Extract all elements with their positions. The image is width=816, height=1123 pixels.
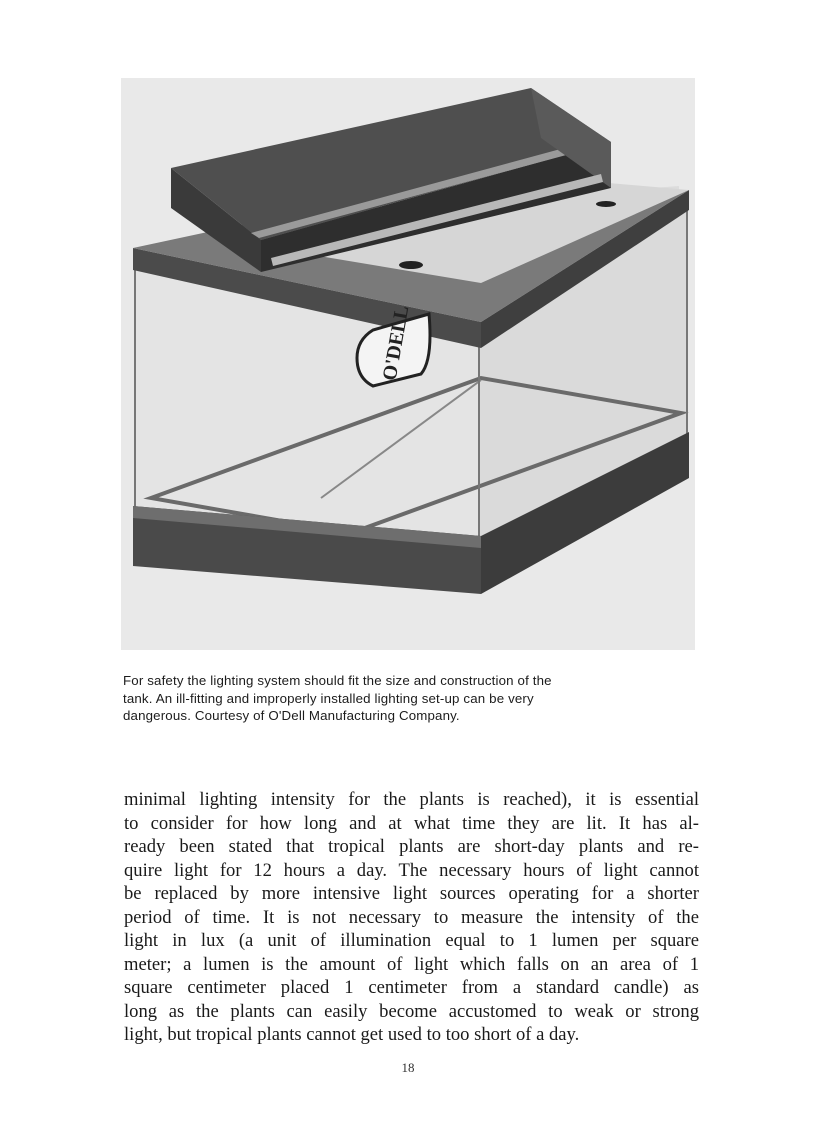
body-line: meter; a lumen is the amount of light which falls on an area of 1 <box>124 953 699 975</box>
body-line: square centimeter placed 1 centimeter from a standard candle) as <box>124 977 699 998</box>
aquarium-photo <box>121 78 695 650</box>
body-line: ready been stated that tropical plants are short-day plants and re- <box>124 836 699 857</box>
hood-clip-right <box>596 201 616 207</box>
aquarium-illustration <box>121 78 695 650</box>
body-line: to consider for how long and at what time they are lit. It has al- <box>124 812 699 834</box>
hood-clip-left <box>399 261 423 269</box>
body-line: light, but tropical plants cannot get used to too short of a day. <box>124 1024 580 1045</box>
body-line: quire light for 12 hours a day. The necessary hours of light cannot <box>124 859 699 881</box>
caption-line: For safety the lighting system should fit the size and construction of the <box>123 673 552 688</box>
figure-caption <box>123 672 703 725</box>
caption-line: dangerous. Courtesy of O'Dell Manufacturing Company. <box>123 708 460 723</box>
body-line: light in lux (a unit of illumination equal to 1 lumen per square <box>124 930 699 951</box>
body-line: be replaced by more intensive light sources operating for a shorter <box>124 883 699 904</box>
body-line: long as the plants can easily become accustomed to weak or strong <box>124 1000 699 1022</box>
body-line: minimal lighting intensity for the plants is reached), it is essential <box>124 789 699 810</box>
body-paragraph <box>124 788 699 1047</box>
page-number: 18 <box>401 1060 415 1075</box>
logo-text: O'DELL <box>378 304 414 383</box>
caption-line: tank. An ill-fitting and improperly installed lighting set-up can be very <box>123 690 534 706</box>
body-line: period of time. It is not necessary to measure the intensity of the <box>124 906 699 928</box>
